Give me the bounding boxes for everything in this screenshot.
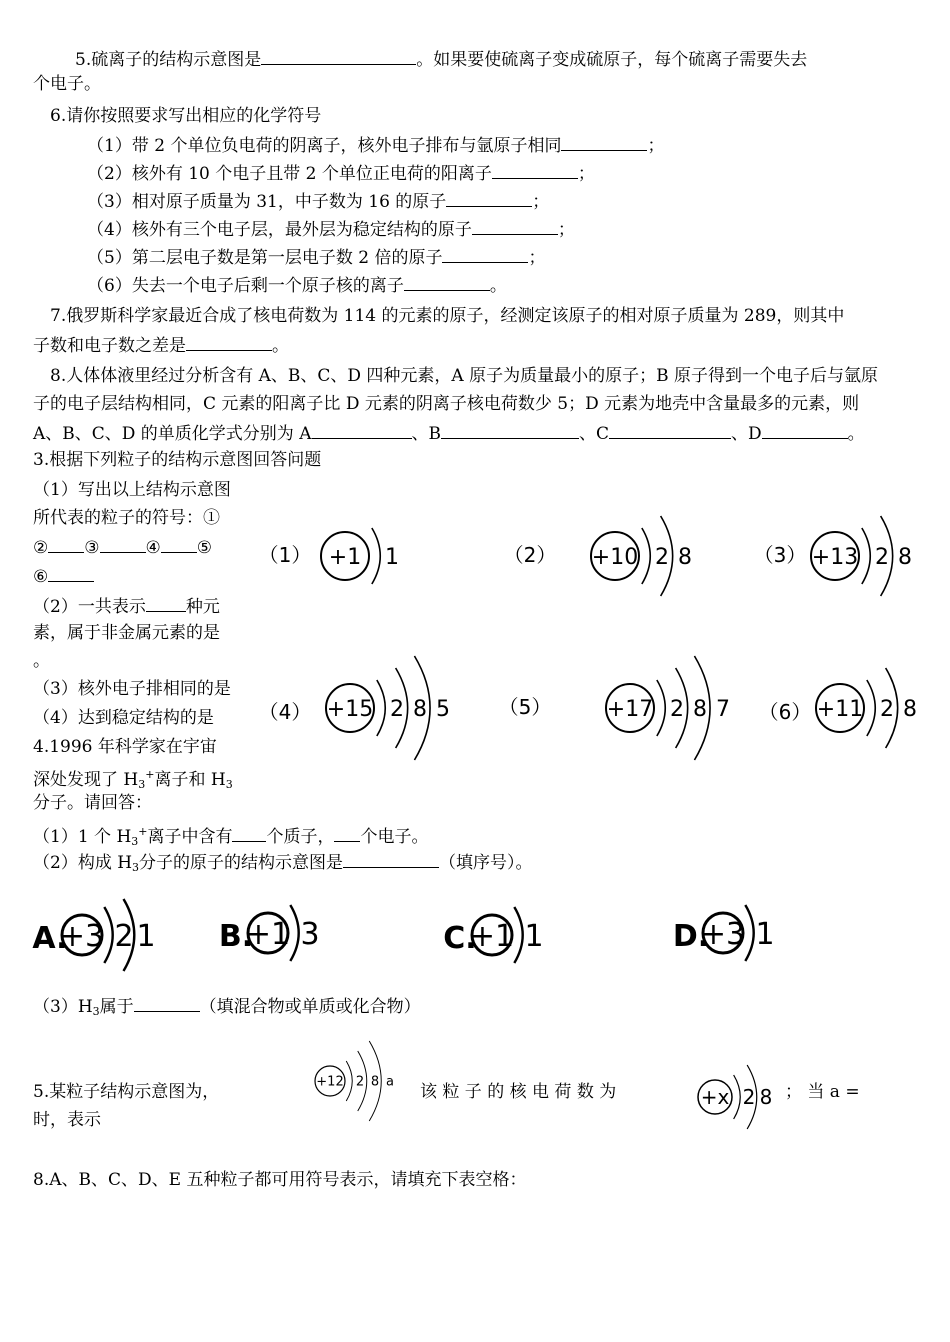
answer-blank[interactable] [442, 244, 528, 263]
answer-blank[interactable] [446, 188, 532, 207]
diagram-label: （2） [503, 543, 557, 567]
answer-blank[interactable] [492, 160, 578, 179]
shell-electron-count: 8 [759, 1085, 773, 1110]
shell-electron-count: 1 [136, 918, 156, 954]
answer-blank[interactable] [609, 420, 731, 439]
answer-blank[interactable] [134, 993, 200, 1012]
shell-electron-count: 8 [693, 696, 707, 722]
diagram-label: （3） [753, 543, 807, 567]
q3-part3: （3）核外电子排相同的是 [33, 679, 231, 699]
nucleus-charge: +1 [245, 916, 291, 952]
option-label: B. [218, 919, 254, 954]
q8-line1: 8.人体体液里经过分析含有 A、B、C、D 四种元素，A 原子为质量最小的原子；B 原子得到一个电子后与氩原 [50, 366, 879, 386]
electron-shell-arc [642, 528, 650, 584]
q3-structure-diagrams [255, 488, 935, 798]
q6-item: （2）核外有 10 个电子且带 2 个单位正电荷的阳离子 ； [87, 160, 595, 186]
nucleus-charge: +x [700, 1085, 730, 1110]
answer-blank[interactable] [100, 534, 146, 553]
atom-diagram [470, 907, 544, 963]
nucleus-charge: +17 [606, 696, 654, 722]
shell-electron-count: 2 [355, 1074, 365, 1090]
shell-electron-count: 2 [390, 696, 404, 722]
answer-blank[interactable] [472, 216, 558, 235]
answer-blank[interactable] [261, 46, 416, 65]
q8-line3: A、B、C、D 的单质化学式分别为 A 、B 、C 、D 。 [33, 420, 865, 446]
atom-diagram [321, 528, 399, 584]
q5b-text: 5.某粒子结构示意图为， [33, 1082, 220, 1102]
q8-line2: 子的电子层结构相同，C 元素的阳离子比 D 元素的阴离子核电荷数少 5；D 元素为地壳中含量最多的元素，则 [33, 394, 860, 414]
electron-shell-arc [867, 680, 875, 736]
option-label: C. [443, 921, 477, 956]
shell-electron-count: 2 [880, 696, 894, 722]
shell-electron-count: 3 [300, 916, 320, 952]
electron-shell-arc [346, 1061, 352, 1101]
electron-shell-arc [104, 907, 112, 963]
answer-blank[interactable] [186, 332, 272, 351]
nucleus-charge: +3 [700, 916, 746, 952]
shell-electron-count: 2 [114, 918, 134, 954]
electron-shell-arc [745, 905, 753, 961]
atom-diagram [591, 516, 692, 596]
electron-shell-arc [862, 528, 870, 584]
answer-blank[interactable] [334, 823, 360, 842]
q8b-text: 8.A、B、C、D、E 五种粒子都可用符号表示，请填充下表空格： [33, 1170, 527, 1190]
q7-line1: 7.俄罗斯科学家最近合成了核电荷数为 114 的元素的原子，经测定该原子的相对原子质量为 289，则其中 [50, 306, 845, 326]
nucleus-charge: +1 [469, 918, 515, 954]
atom-diagram [326, 656, 450, 760]
shell-electron-count: 1 [755, 916, 775, 952]
atom-diagram [606, 656, 730, 760]
shell-electron-count: 1 [524, 918, 544, 954]
nucleus-charge: +10 [591, 544, 639, 570]
q3-part1-blank6: ⑥ [33, 563, 94, 589]
q3-title: 3.根据下列粒子的结构示意图回答问题 [33, 450, 322, 470]
shell-electron-count: a [386, 1074, 394, 1090]
electron-shell-arc [657, 680, 665, 736]
q4-options-diagrams [30, 885, 830, 985]
q7-line2: 子数和电子数之差是 。 [33, 332, 289, 358]
atom-diagram [60, 899, 156, 971]
electron-shell-arc [734, 1075, 741, 1119]
q6-item: （1）带 2 个单位负电荷的阴离子，核外电子排布与氩原子相同 ； [87, 132, 664, 158]
diagram-label: （4） [258, 700, 312, 724]
shell-electron-count: 2 [742, 1085, 756, 1110]
q3-part1-text: （1）写出以上结构示意图 [33, 480, 231, 500]
answer-blank[interactable] [441, 420, 579, 439]
answer-blank[interactable] [161, 534, 197, 553]
diagram-label: （1） [258, 543, 312, 567]
option-label: A. [32, 921, 68, 956]
q6-item: （5）第二层电子数是第一层电子数 2 倍的原子 ； [87, 244, 545, 270]
shell-electron-count: 5 [436, 696, 450, 722]
shell-electron-count: 8 [903, 696, 917, 722]
answer-blank[interactable] [48, 563, 94, 582]
shell-electron-count: 8 [898, 544, 912, 570]
shell-electron-count: 7 [716, 696, 730, 722]
shell-electron-count: 2 [875, 544, 889, 570]
electron-shell-arc [377, 680, 385, 736]
q3-part2-text: 素，属于非金属元素的是 [33, 623, 220, 643]
q3-part4: （4）达到稳定结构的是 [33, 708, 214, 728]
atom-diagram [816, 668, 917, 748]
shell-electron-count: 8 [678, 544, 692, 570]
atom-diagram [701, 905, 775, 961]
q3-part1-text: 所代表的粒子的符号：① [33, 508, 220, 528]
q3-part1-blanks: ② ③ ④ ⑤ [33, 534, 212, 560]
q4-text: 深处发现了 $H_3^+$离子和 $H_3$ [33, 768, 233, 791]
q3-part2: （2）一共表示 种元 [33, 593, 220, 619]
electron-shell-arc [514, 907, 522, 963]
answer-blank[interactable] [762, 420, 848, 439]
diagram-label: （5） [498, 695, 552, 719]
q6-title: 6.请你按照要求写出相应的化学符号 [50, 106, 322, 126]
q3-part2-text: 。 [33, 651, 50, 671]
electron-shell-arc [290, 905, 298, 961]
q5b-text: 该 粒 子 的 核 电 荷 数 为 [420, 1082, 617, 1102]
atom-diagram [811, 516, 912, 596]
q5b-diagrams [300, 1035, 780, 1145]
answer-blank[interactable] [561, 132, 647, 151]
nucleus-charge: +12 [316, 1074, 344, 1090]
shell-electron-count: 2 [670, 696, 684, 722]
shell-electron-count: 1 [385, 544, 399, 570]
q5-line1: 5.硫离子的结构示意图是 。如果要使硫离子变成硫原子，每个硫离子需要失去 [75, 46, 807, 72]
answer-blank[interactable] [404, 272, 490, 291]
nucleus-charge: +11 [816, 696, 864, 722]
atom-diagram [698, 1065, 772, 1129]
q6-item: （3）相对原子质量为 31，中子数为 16 的原子 ； [87, 188, 549, 214]
electron-shell-arc [372, 528, 380, 584]
q6-item: （4）核外有三个电子层，最外层为稳定结构的原子 ； [87, 216, 575, 242]
answer-blank[interactable] [312, 420, 412, 439]
nucleus-charge: +3 [59, 918, 105, 954]
answer-blank[interactable] [48, 534, 84, 553]
q4-part1: （1）1 个 $H_3^+$离子中含有 个质子， 个电子。 [33, 825, 429, 848]
shell-electron-count: 2 [655, 544, 669, 570]
nucleus-charge: +15 [326, 696, 374, 722]
q5-line2: 个电子。 [33, 74, 101, 94]
answer-blank[interactable] [146, 593, 186, 612]
option-label: D. [672, 919, 710, 954]
q4-part2: （2）构成 $H_3$分子的原子的结构示意图是 （填序号）。 [33, 849, 533, 880]
answer-blank[interactable] [232, 823, 266, 842]
q4-part3: $(3)H_3$属于 （填混合物或单质或化合物） [33, 993, 421, 1024]
atom-diagram [246, 905, 320, 961]
shell-electron-count: 8 [413, 696, 427, 722]
shell-electron-count: 8 [370, 1074, 380, 1090]
diagram-label: （6） [758, 700, 812, 724]
atom-diagram [315, 1041, 394, 1121]
q6-item: （6）失去一个电子后剩一个原子核的离子 。 [87, 272, 507, 298]
q5b-text: ； 当 a = [785, 1082, 860, 1102]
nucleus-charge: +13 [811, 544, 859, 570]
q5b-text: 时，表示 [33, 1110, 101, 1130]
answer-blank[interactable] [343, 849, 439, 868]
q4-text: 分子。请回答： [33, 793, 152, 813]
q4-text: 4.1996 年科学家在宇宙 [33, 737, 217, 757]
nucleus-charge: +1 [328, 544, 362, 570]
